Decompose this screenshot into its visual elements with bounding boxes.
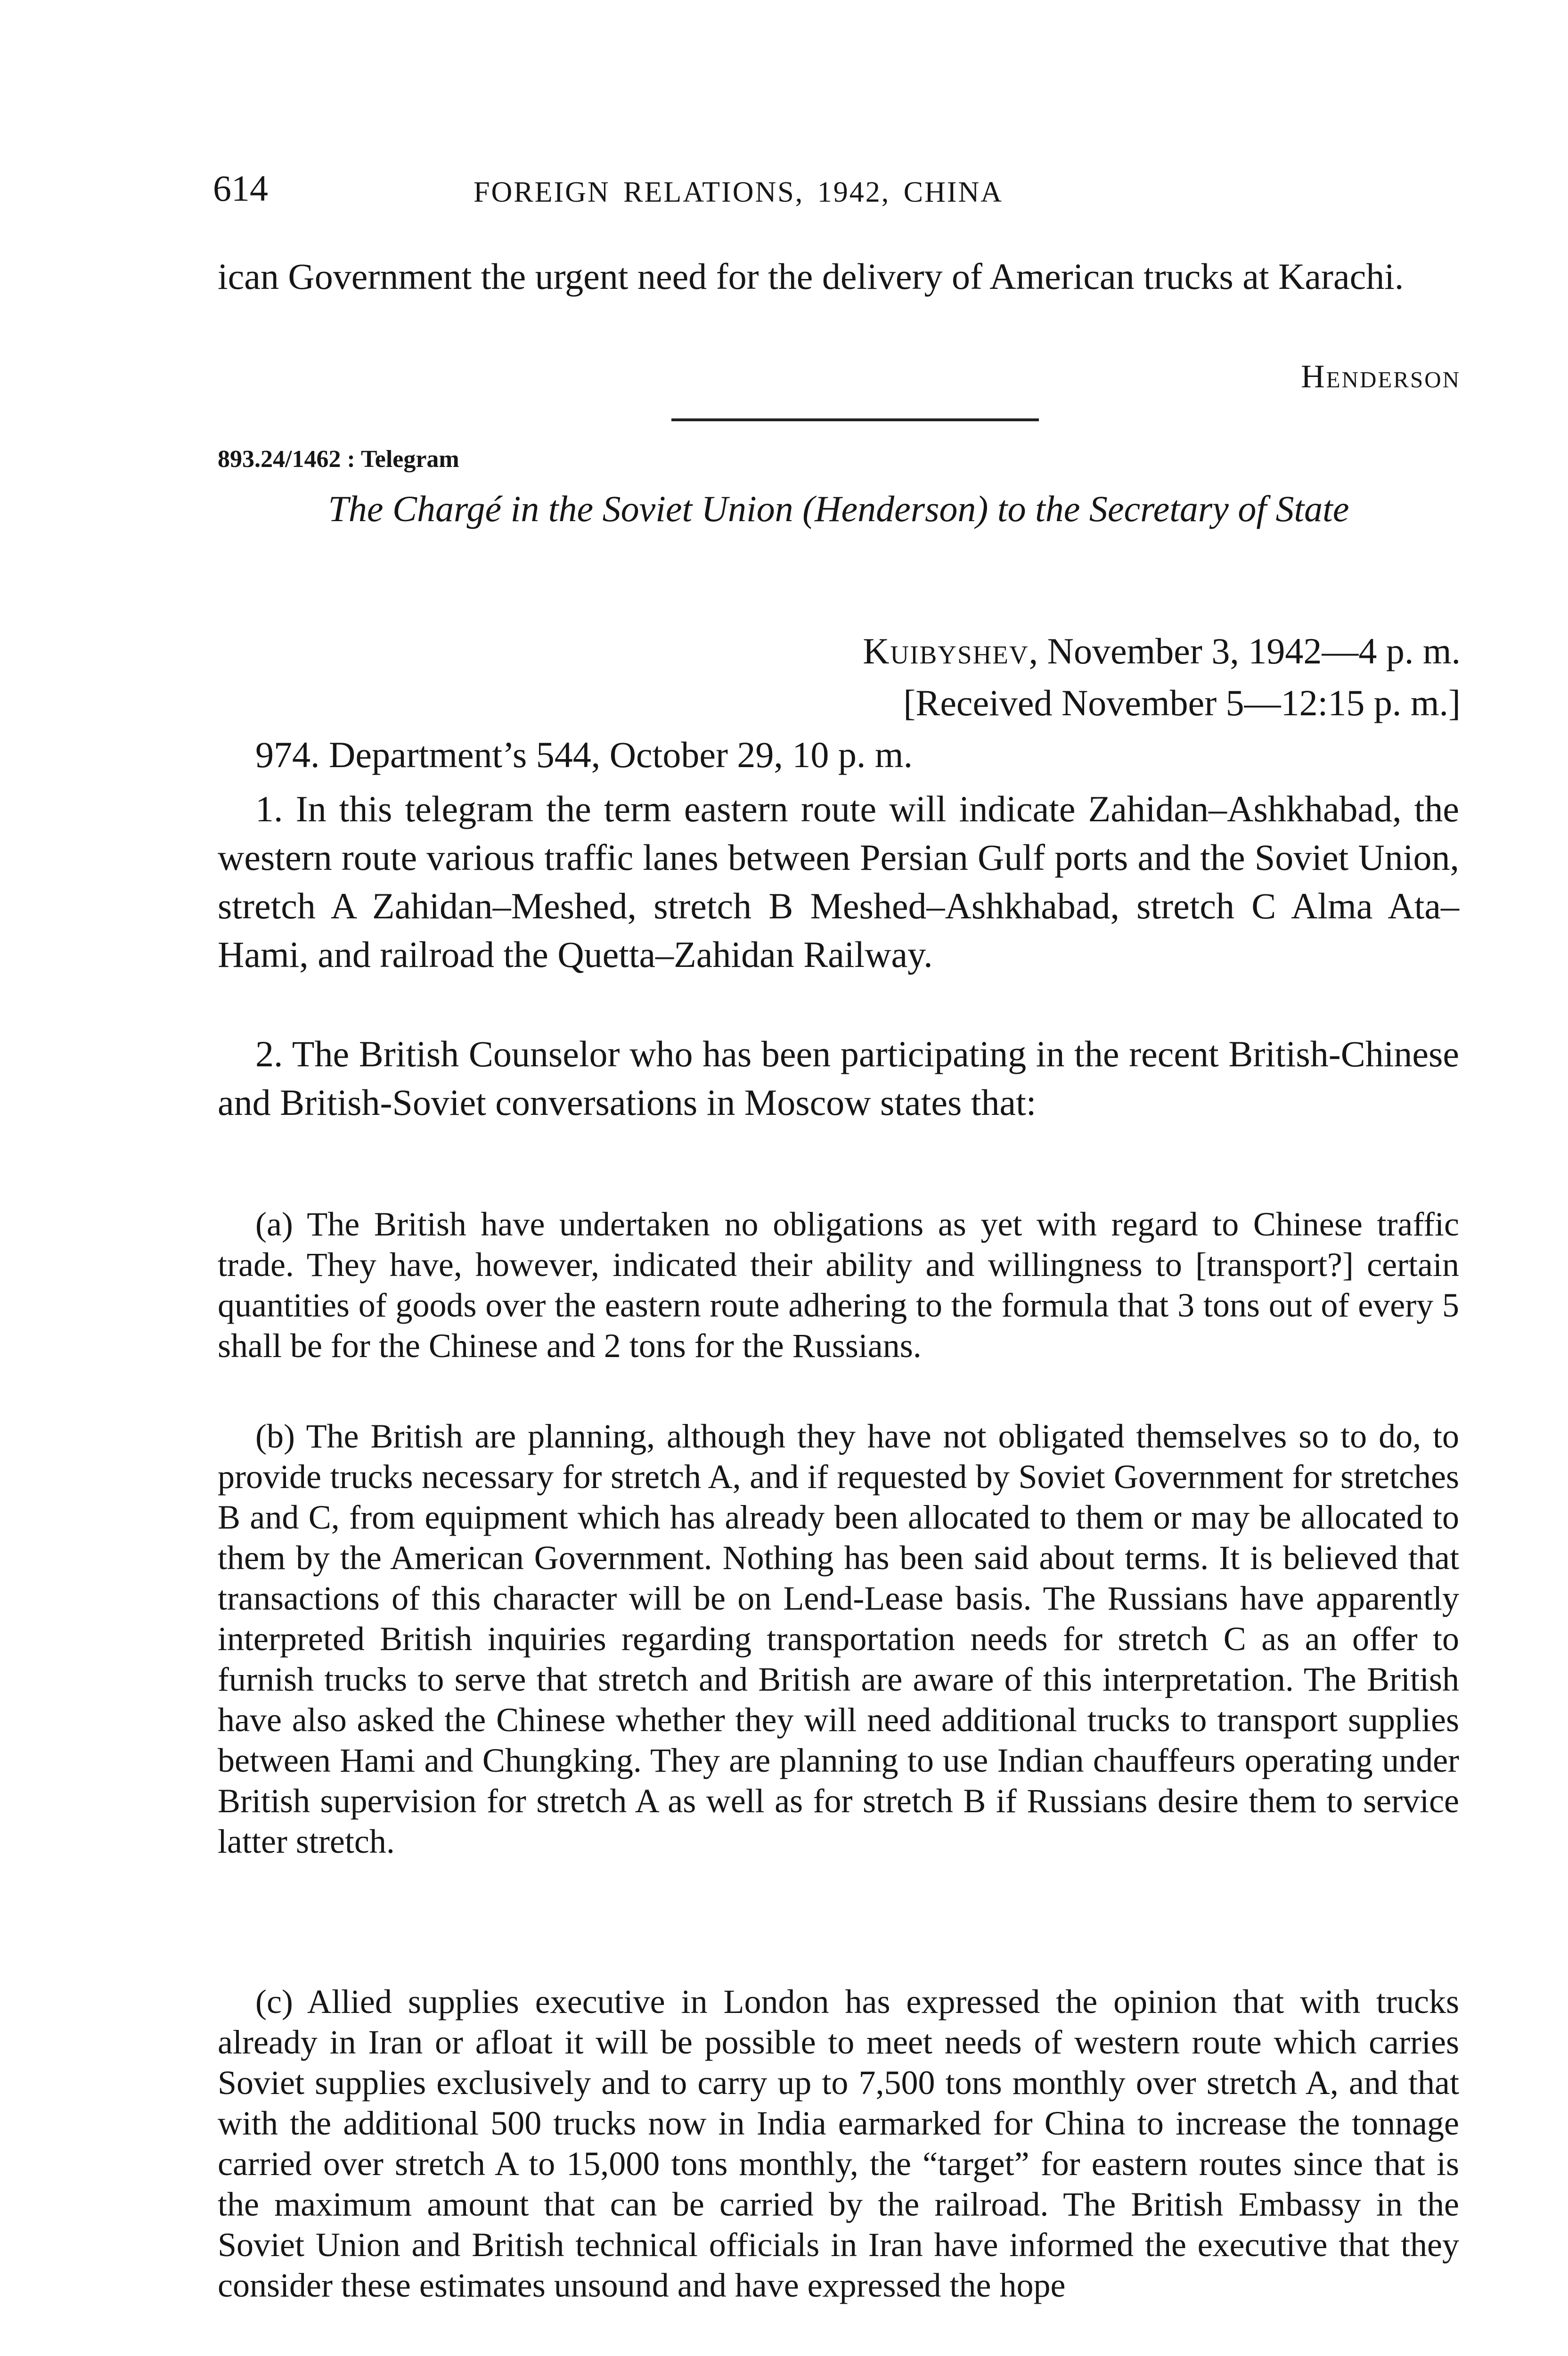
subparagraph-b: (b) The British are planning, although they have not obligated themselves so to do, to provide trucks necessary for stretch A, and if requested by Soviet Government for stretches B and C, from equipment which has already been allocated to them or may be allocated to them by the American Government. Nothing has been said about terms. It is believed that transactions of this character will be on Lend-Lease basis. The Russians have apparently interpreted British inquiries regarding transportation needs for stretch C as an offer to furnish trucks to serve that stretch and British are aware of this interpretation. The British have also asked the Chinese whether they will need additional trucks to transport supplies between Hami and Chungking. They are planning to use Indian chauffeurs operating under British supervision for stretch A as well as for stretch B if Russians desire them to service latter stretch.: [218, 1417, 1459, 1860]
paragraph-2: 2. The British Counselor who has been participating in the recent British-Chinese and British-Soviet conversations in Moscow states that:: [218, 1033, 1459, 1123]
paragraph-1: 1. In this telegram the term eastern route will indicate Zahidan–Ashkhabad, the western route various traffic lanes between Persian Gulf ports and the Soviet Union, stretch A Zahidan–Meshed, stretch B Meshed–Ashkhabad, stretch C Alma Ata–Hami, and railroad the Quetta–Zahidan Railway.: [218, 788, 1459, 975]
dateline-date: , November 3, 1942—4 p. m.: [1029, 630, 1461, 671]
previous-document-text: ican Government the urgent need for the delivery of American trucks at Karachi.: [218, 256, 1404, 297]
page-number: 614: [213, 168, 268, 209]
subparagraph-a: (a) The British have undertaken no obligations as yet with regard to Chinese traffic trade. They have, however, indicated their ability and willingness to [transport?] certain quantities of goods over the eastern route adhering to the formula that 3 tons out of every 5 shall be for the Chinese and 2 tons for the Russians.: [218, 1205, 1459, 1365]
received-line: [Received November 5—12:15 p. m.]: [903, 682, 1461, 723]
document-title: The Chargé in the Soviet Union (Henderson) to the Secretary of State: [328, 488, 1349, 529]
dateline-place: Kuibyshev: [863, 630, 1029, 671]
telegram-number: 974. Department’s 544, October 29, 10 p. m.: [255, 734, 913, 775]
place-date-line: [754, 627, 1461, 675]
file-reference: 893.24/1462 : Telegram: [218, 446, 459, 473]
running-title: FOREIGN RELATIONS, 1942, CHINA: [474, 176, 1004, 208]
signature: Henderson: [1301, 359, 1461, 395]
subparagraph-c: (c) Allied supplies executive in London has expressed the opinion that with trucks already in Iran or afloat it will be possible to meet needs of western route which carries Soviet supplies exclusively and to carry up to 7,500 tons monthly over stretch A, and that with the additional 500 trucks now in India earmarked for China to increase the tonnage carried over stretch A to 15,000 tons monthly, the “target” for eastern routes since that is the maximum amount that can be carried by the railroad. The British Embassy in the Soviet Union and British technical officials in Iran have informed the executive that they consider these estimates unsound and have expressed the hope: [218, 1983, 1459, 2304]
section-divider: [671, 418, 1039, 421]
